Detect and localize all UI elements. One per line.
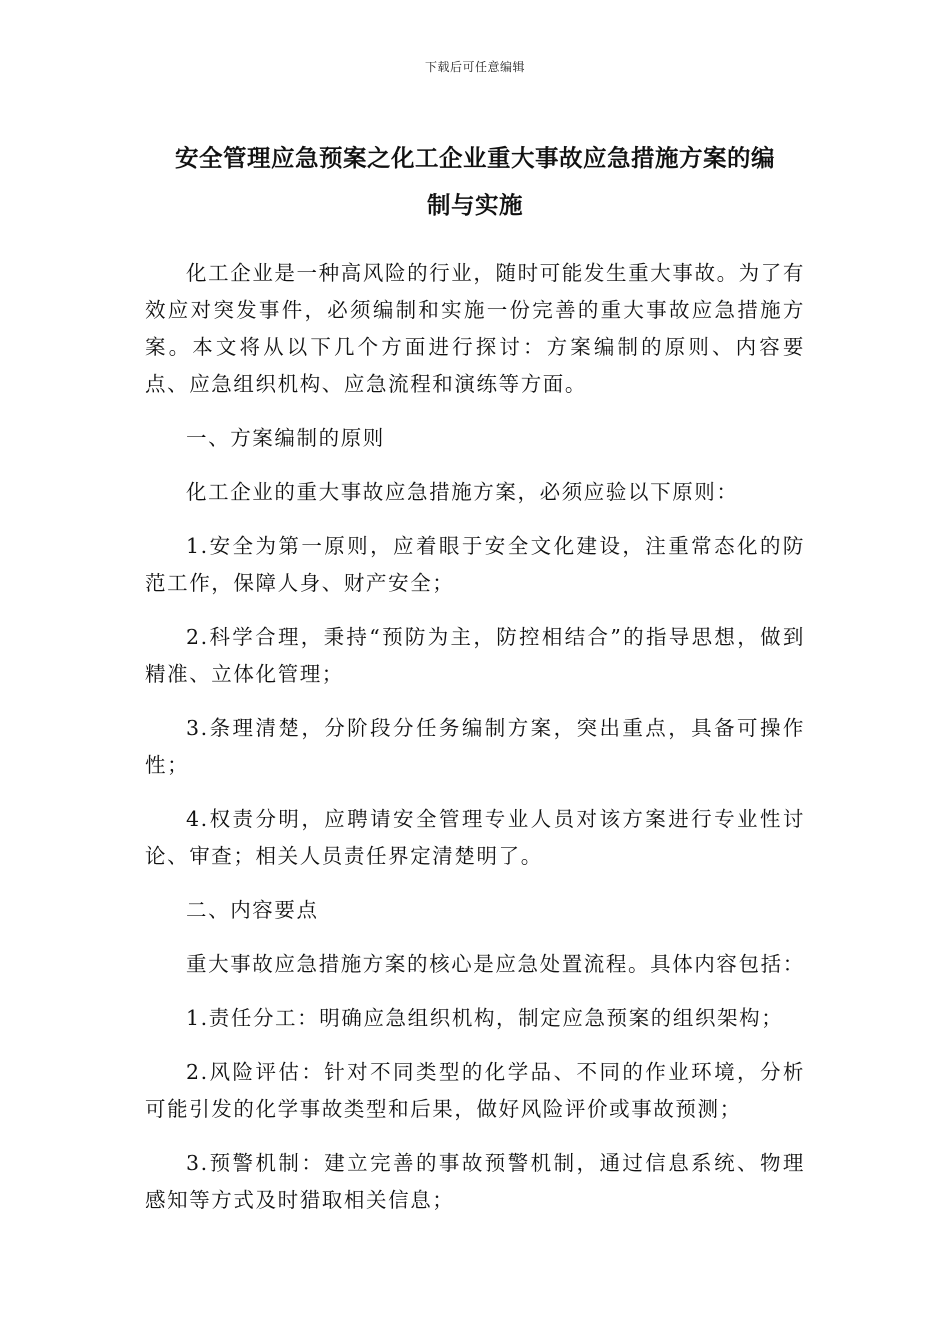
list-item: 3.预警机制：建立完善的事故预警机制，通过信息系统、物理感知等方式及时猎取相关信息；: [145, 1151, 805, 1212]
title-line-2: 制与实施: [427, 191, 523, 219]
list-item: 4.权责分明，应聘请安全管理专业人员对该方案进行专业性讨论、审查；相关人员责任界定清楚明了。: [145, 807, 805, 868]
section-heading-content: 二、内容要点: [186, 898, 319, 922]
paragraph: 化工企业的重大事故应急措施方案，必须应验以下原则：: [186, 480, 739, 504]
list-item: 2.风险评估：针对不同类型的化学品、不同的作业环境，分析可能引发的化学事故类型和后果，做好风险评价或事故预测；: [145, 1060, 805, 1121]
paragraph: 重大事故应急措施方案的核心是应急处置流程。具体内容包括：: [186, 952, 805, 976]
list-item: 2.科学合理，秉持“预防为主，防控相结合”的指导思想，做到精准、立体化管理；: [145, 625, 805, 686]
intro-paragraph: 化工企业是一种高风险的行业，随时可能发生重大事故。为了有效应对突发事件，必须编制和实施一份完善的重大事故应急措施方案。本文将从以下几个方面进行探讨：方案编制的原则、内容要点、应急组织机构、应急流程和演练等方面。: [145, 261, 805, 396]
document-body: [145, 255, 805, 1219]
document-title: [145, 135, 805, 229]
title-line-1: 安全管理应急预案之化工企业重大事故应急措施方案的编: [175, 144, 775, 172]
header-note: 下载后可任意编辑: [424, 60, 525, 74]
list-item: 1.安全为第一原则，应着眼于安全文化建设，注重常态化的防范工作，保障人身、财产安全；: [145, 534, 805, 595]
list-item: 3.条理清楚，分阶段分任务编制方案，突出重点，具备可操作性；: [145, 716, 805, 777]
list-item: 1.责任分工：明确应急组织机构，制定应急预案的组织架构；: [186, 1006, 784, 1030]
section-heading-principles: 一、方案编制的原则: [186, 426, 385, 450]
